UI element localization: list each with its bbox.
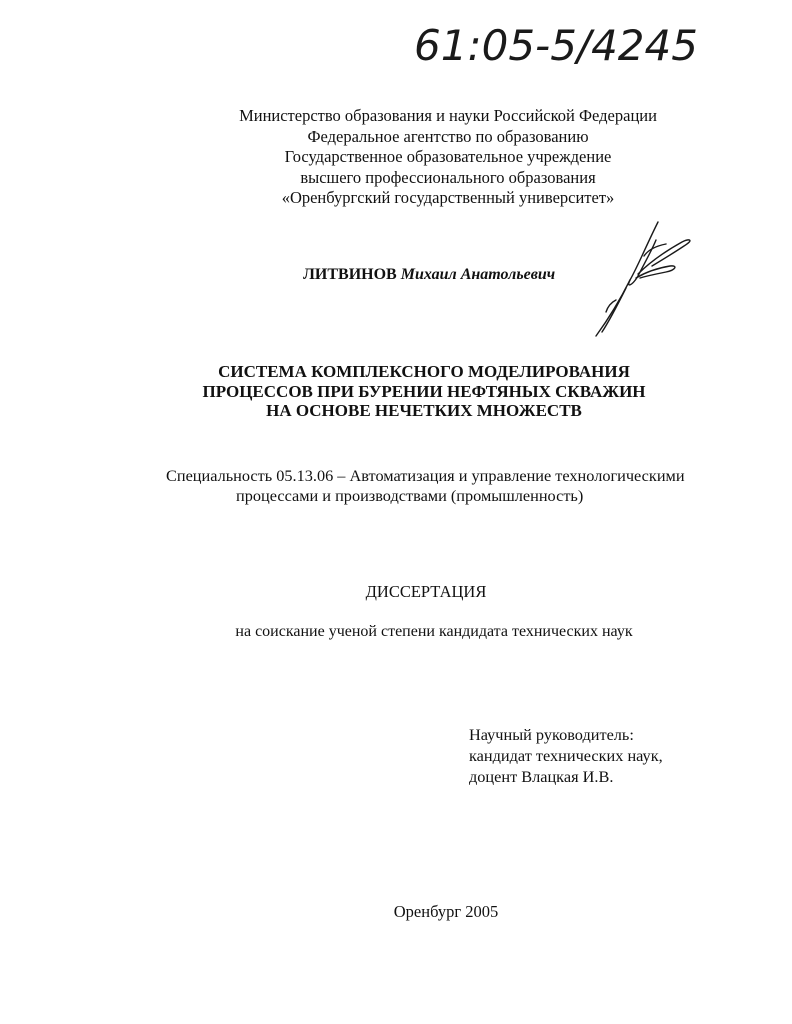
supervisor-line: Научный руководитель: <box>469 725 634 744</box>
degree-line: на соискание ученой степени кандидата технических наук <box>235 623 633 640</box>
ministry-line: «Оренбургский государственный университет» <box>281 188 615 207</box>
specialty <box>166 466 685 506</box>
archive-code-text: 61:05-5/4245 <box>414 21 698 70</box>
ministry-header <box>52 106 792 209</box>
author-signature <box>586 216 708 342</box>
handwritten-archive-code <box>412 14 702 70</box>
specialty-line: процессами и производствами (промышленность) <box>236 486 584 505</box>
supervisor-line: доцент Влацкая И.В. <box>469 767 614 786</box>
ministry-line: Министерство образования и науки Российской Федерации <box>239 106 657 125</box>
ministry-line: высшего профессионального образования <box>300 167 596 187</box>
dissertation-title <box>28 362 792 421</box>
document-type: ДИССЕРТАЦИЯ <box>365 582 487 601</box>
place-and-year: Оренбург 2005 <box>393 902 499 921</box>
author-name <box>303 266 555 284</box>
title-line: НА ОСНОВЕ НЕЧЕТКИХ МНОЖЕСТВ <box>266 401 582 420</box>
ministry-line: Государственное образовательное учреждение <box>284 147 612 166</box>
title-line: СИСТЕМА КОМПЛЕКСНОГО МОДЕЛИРОВАНИЯ <box>218 362 630 381</box>
scientific-supervisor <box>469 724 663 787</box>
specialty-line: Специальность 05.13.06 – Автоматизация и управление технологическими <box>166 466 685 485</box>
supervisor-line: кандидат технических наук, <box>469 746 663 765</box>
author-given-names: Михаил Анатольевич <box>400 266 556 283</box>
ministry-line: Федеральное агентство по образованию <box>307 126 589 146</box>
author-surname: ЛИТВИНОВ <box>303 266 397 283</box>
title-line: ПРОЦЕССОВ ПРИ БУРЕНИИ НЕФТЯНЫХ СКВАЖИН <box>202 381 646 401</box>
